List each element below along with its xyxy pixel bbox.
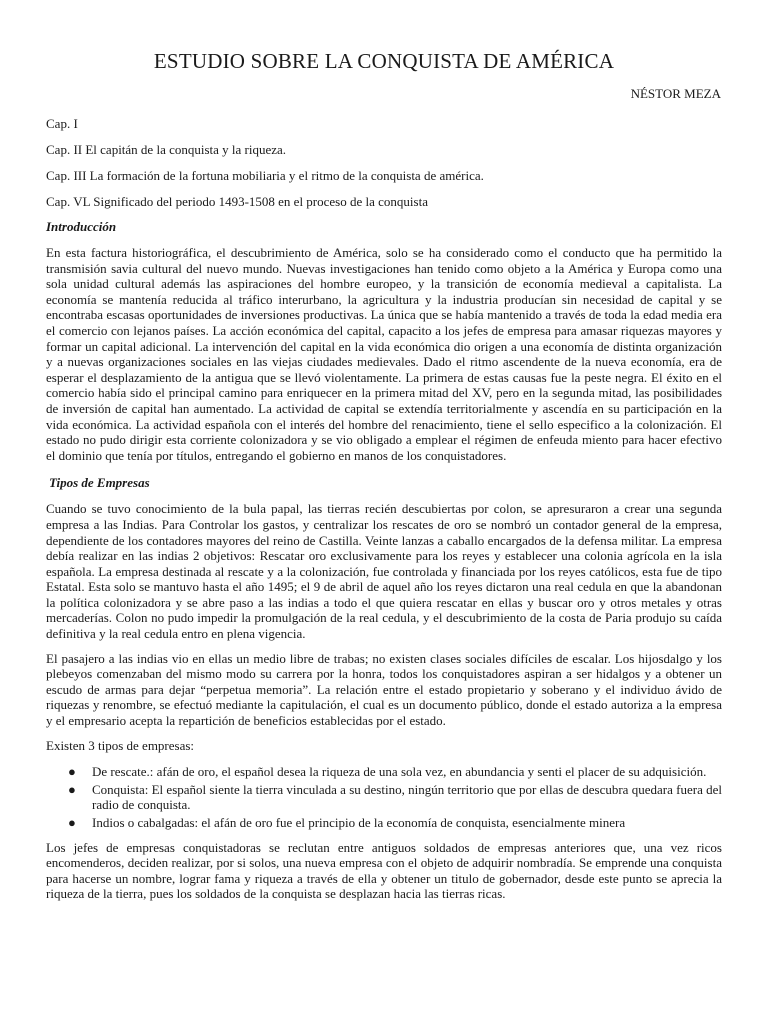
list-item-text: Conquista: El español siente la tierra vinculada a su destino, ningún territorio que por ellas de descubra quedara fuera del radio de conquista. [92,781,722,813]
bullet-icon: ● [68,781,76,797]
tipos-heading: Tipos de Empresas [49,475,150,491]
final-paragraph: Los jefes de empresas conquistadoras se reclutan entre antiguos soldados de empresas anteriores que, una vez ricos encomenderos, deciden realizar, por si solos, una nueva empresa con el objeto de adquirir nombradía. Se emprende una conquista para hacerse un nombre, lograr fama y riqueza a través de ella y obtener un titulo de gobernador, desde este punto se aprecia la riqueza de la tierra, pues los soldados de la conquista se desplazan hacia las tierras ricas. [46,839,722,902]
chapter-item: Cap. I [46,116,78,131]
bullet-icon: ● [68,764,76,780]
chapter-item: Cap. II El capitán de la conquista y la riqueza. [46,142,287,157]
existen-line: Existen 3 tipos de empresas: [46,737,195,753]
list-item-text: Indios o cabalgadas: el afán de oro fue el principio de la economía de conquista, esencialmente minera [92,815,626,830]
intro-heading: Introducción [46,219,117,234]
chapter-item: Cap. III La formación de la fortuna mobiliaria y el ritmo de la conquista de américa. [46,168,484,183]
chapter-item: Cap. VL Significado del periodo 1493-1508 en el proceso de la conquista [46,194,428,209]
tipos-paragraph-2: El pasajero a las indias vio en ellas un medio libre de trabas; no existen clases sociales difíciles de escalar. Los hijosdalgo y los plebeyos comenzaban del mismo modo su carrera por la honra, todos los conquistadores aspiran a ser hidalgos y a obtener un escudo de armas para dejar “perpetua memoria”. La relación entre el estado propietario y soberano y el individuo ávido de riquezas y renombre, se efectuó mediante la capitulación, el cual es un documento público, donde el estado autoriza a la empresa y el empresario acepta la repartición de beneficios establecidas por el estado. [46,650,722,729]
list-item-text: De rescate.: afán de oro, el español desea la riqueza de una sola vez, en abundancia y senti el placer de su adquisición. [92,764,707,780]
empresa-types-list [46,764,722,830]
bullet-icon: ● [68,815,76,830]
list-item [68,815,722,831]
list-item [68,764,722,780]
chapter-list [46,116,722,210]
tipos-paragraph-1: Cuando se tuvo conocimiento de la bula papal, las tierras recién descubiertas por colon, se apresuraron a crear una segunda empresa a las Indias. Para Controlar los gastos, y centralizar los rescates de oro se nombró un contador general de la empresa, dependiente de los contadores mayores del reino de Castilla. Veinte lanzas a caballo encargados de la defensa militar. La empresa debía realizar en las indias 2 objetivos: Rescatar oro exclusivamente para los reyes y establecer una colonia agrícola en la isla española. La empresa destinada al rescate y a la colonización, fue controlada y financiada por los reyes católicos, esta fue de tipo Estatal. Esta solo se mantuvo hasta el año 1495; el 9 de abril de aquel año los reyes dictaron una real cedula en que la abandonan la política colonizadora y se abre paso a las indias a todo el que quiera rescatar en ellas y buscar oro y otros metales y otras mercaderías. Colon no pudo impedir la promulgación de la real cedula, y el descubrimiento de la costa de Paria produjo su caída definitiva y la real cedula entro en plena vigencia. [46,501,722,642]
list-item [68,781,722,813]
intro-paragraph: En esta factura historiográfica, el descubrimiento de América, solo se ha considerado como el conducto que ha permitido la transmisión savia cultural del nuevo mundo. Nuevas investigaciones han tenido como objeto a la América y Europa como una sola unidad cultural además las aspiraciones del hombre europeo, y la transición de economía medieval a capitalista. La economía se mantenía reducida al tráfico interurbano, la agricultura y la industria producían sin necesidad de capital y se encontraba escasas oportunidades de inversiones productivas. La única que se había mantenido a través de toda la edad media era el comercio con lejanos países. La acción económica del capital, capacito a los jefes de empresa para amasar riquezas mayores y formar un capital adicional. La intervención del capital en la vida económica dio origen a una economía de distinta organización y a nuevas organizaciones sociales en las viejas ciudades medievales. Dado el ritmo ascendente de la nueva economía, era de esperar el desplazamiento de la antigua que se llevó violentamente. La primera de estas causas fue la peste negra. El éxito en el comercio había sido el principal camino para enriquecer en la primera mitad del XV, pero en la segunda mitad, las posibilidades de inversión de capital han aumentado. La actividad de capital se extendía territorialmente y ascendía en su participación en la vida económica. La actividad española con el interés del hombre del renacimiento, tiene el sello especifico a la colonización. El estado no pudo dirigir esta corriente colonizadora y se vio obligado a emplear el régimen de enfeuda miento para hacer efectivo el dominio que tenía por títulos, entregando el gobierno en manos de los conquistadores. [46,245,722,463]
author-name: NÉSTOR MEZA [630,86,721,101]
document-title: ESTUDIO SOBRE LA CONQUISTA DE AMÉRICA [153,49,615,73]
